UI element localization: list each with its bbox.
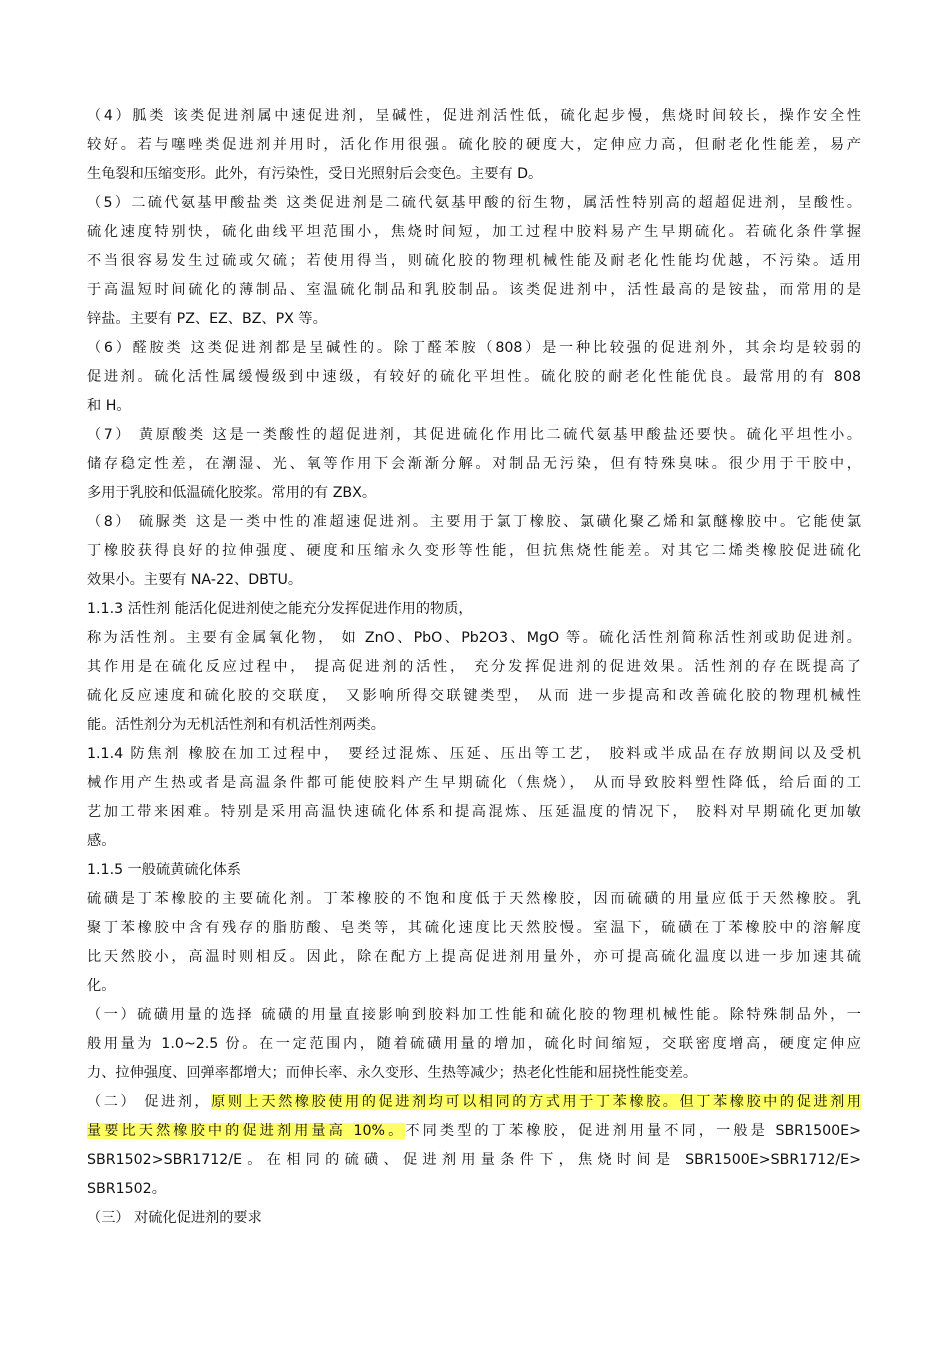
text-line: 硫化反应速度和硫化胶的交联度， 又影响所得交联键类型， 从而 进一步提高和改善硫化胶的物理机械性 (87, 688, 861, 704)
text-line: （4）胍类 该类促进剂属中速促进剂，呈碱性，促进剂活性低，硫化起步慢，焦烧时间较长，操作安全性 (87, 108, 861, 124)
line-text-after: 不同类型的丁苯橡胶，促进剂用量不同，一般是 SBR1500E> (405, 1123, 861, 1139)
text-line: （7） 黄原酸类 这是一类酸性的超促进剂，其促进硫化作用比二硫代氨基甲酸盐还要快。硫化平坦性小。 (87, 427, 861, 443)
text-line: 丁橡胶获得良好的拉伸强度、硬度和压缩永久变形等性能，但抗焦烧性能差。对其它二烯类橡胶促进硫化 (87, 543, 861, 559)
text-line: 感。 (87, 833, 116, 849)
text-line: 力、拉伸强度、回弹率都增大；而伸长率、永久变形、生热等减少；热老化性能和屈挠性能变差。 (87, 1065, 698, 1081)
text-line: 比天然胶小，高温时则相反。因此，除在配方上提高促进剂用量外，亦可提高硫化温度以进一步加速其硫 (87, 949, 861, 965)
text-line: 其作用是在硫化反应过程中， 提高促进剂的活性， 充分发挥促进剂的促进效果。活性剂的存在既提高了 (87, 659, 861, 675)
text-line: 硫化速度特别快，硫化曲线平坦范围小，焦烧时间短，加工过程中胶料易产生早期硫化。若硫化条件掌握 (87, 224, 861, 240)
text-line: 较好。若与噻唑类促进剂并用时，活化作用很强。硫化胶的硬度大，定伸应力高，但耐老化性能差，易产 (87, 137, 861, 153)
text-line: 能。活性剂分为无机活性剂和有机活性剂两类。 (87, 717, 385, 733)
text-line: （一）硫磺用量的选择 硫磺的用量直接影响到胶料加工性能和硫化胶的物理机械性能。除特殊制品外，一 (87, 1007, 861, 1023)
text-line: 多用于乳胶和低温硫化胶浆。常用的有 ZBX。 (87, 485, 377, 501)
text-line: 般用量为 1.0~2.5 份。在一定范围内，随着硫磺用量的增加，硫化时间缩短，交联密度增高，硬度定伸应 (87, 1036, 861, 1052)
text-line: 促进剂。硫化活性属缓慢级到中速级，有较好的硫化平坦性。硫化胶的耐老化性能优良。最常用的有 808 (87, 369, 861, 385)
text-line-highlighted (87, 1117, 861, 1146)
text-line-highlighted (87, 1088, 861, 1117)
text-line: （6）醛胺类 这类促进剂都是呈碱性的。除丁醛苯胺（808）是一种比较强的促进剂外，其余均是较弱的 (87, 340, 861, 356)
text-line: SBR1502>SBR1712/E。在相同的硫磺、促进剂用量条件下，焦烧时间是 SBR1500E>SBR1712/E> (87, 1152, 861, 1168)
text-line: 化。 (87, 978, 116, 994)
text-line: （8） 硫脲类 这是一类中性的准超速促进剂。主要用于氯丁橡胶、氯磺化聚乙烯和氯醚橡胶中。它能使氯 (87, 514, 861, 530)
text-line: 效果小。主要有 NA-22、DBTU。 (87, 572, 303, 588)
section-heading: 1.1.3 活性剂 能活化促进剂使之能充分发挥促进作用的物质， (87, 601, 473, 617)
text-line: 生龟裂和压缩变形。此外，有污染性，受日光照射后会变色。主要有 D。 (87, 166, 543, 182)
section-heading: 1.1.4 防焦剂 橡胶在加工过程中， 要经过混炼、压延、压出等工艺， 胶料或半成品在存放期间以及受机 (87, 746, 861, 762)
section-heading: 1.1.5 一般硫黄硫化体系 (87, 862, 242, 878)
text-line: 不当很容易发生过硫或欠硫；若使用得当，则硫化胶的物理机械性能及耐老化性能均优越，不污染。适用 (87, 253, 861, 269)
text-line: 械作用产生热或者是高温条件都可能使胶料产生早期硫化（焦烧）， 从而导致胶料塑性降低，给后面的工 (87, 775, 861, 791)
highlighted-text: 量要比天然橡胶中的促进剂用量高 10%。 (87, 1123, 406, 1139)
text-line: 硫磺是丁苯橡胶的主要硫化剂。丁苯橡胶的不饱和度低于天然橡胶，因而硫磺的用量应低于天然橡胶。乳 (87, 891, 861, 907)
section-heading: （三） 对硫化促进剂的要求 (87, 1210, 262, 1226)
text-line: 和 H。 (87, 398, 131, 414)
text-line: SBR1502。 (87, 1181, 166, 1197)
line-text: （二） 促进剂， (87, 1094, 212, 1110)
text-line: 称为活性剂。主要有金属氧化物， 如 ZnO、PbO、Pb2O3、MgO 等。硫化活性剂简称活性剂或助促进剂。 (87, 630, 861, 646)
text-line: 聚丁苯橡胶中含有残存的脂肪酸、皂类等，其硫化速度比天然胶慢。室温下，硫磺在丁苯橡胶中的溶解度 (87, 920, 861, 936)
text-line: 于高温短时间硫化的薄制品、室温硫化制品和乳胶制品。该类促进剂中，活性最高的是铵盐，而常用的是 (87, 282, 861, 298)
text-line: 储存稳定性差，在潮湿、光、氧等作用下会渐渐分解。对制品无污染，但有特殊臭味。很少用于干胶中， (87, 456, 861, 472)
highlighted-text: 原则上天然橡胶使用的促进剂均可以相同的方式用于丁苯橡胶。但丁苯橡胶中的促进剂用 (211, 1094, 861, 1110)
document-page (87, 102, 861, 1233)
text-line: 锌盐。主要有 PZ、EZ、BZ、PX 等。 (87, 311, 327, 327)
text-line: 艺加工带来困难。特别是采用高温快速硫化体系和提高混炼、压延温度的情况下， 胶料对早期硫化更加敏 (87, 804, 861, 820)
text-line: （5）二硫代氨基甲酸盐类 这类促进剂是二硫代氨基甲酸的衍生物，属活性特别高的超超促进剂，呈酸性。 (87, 195, 861, 211)
